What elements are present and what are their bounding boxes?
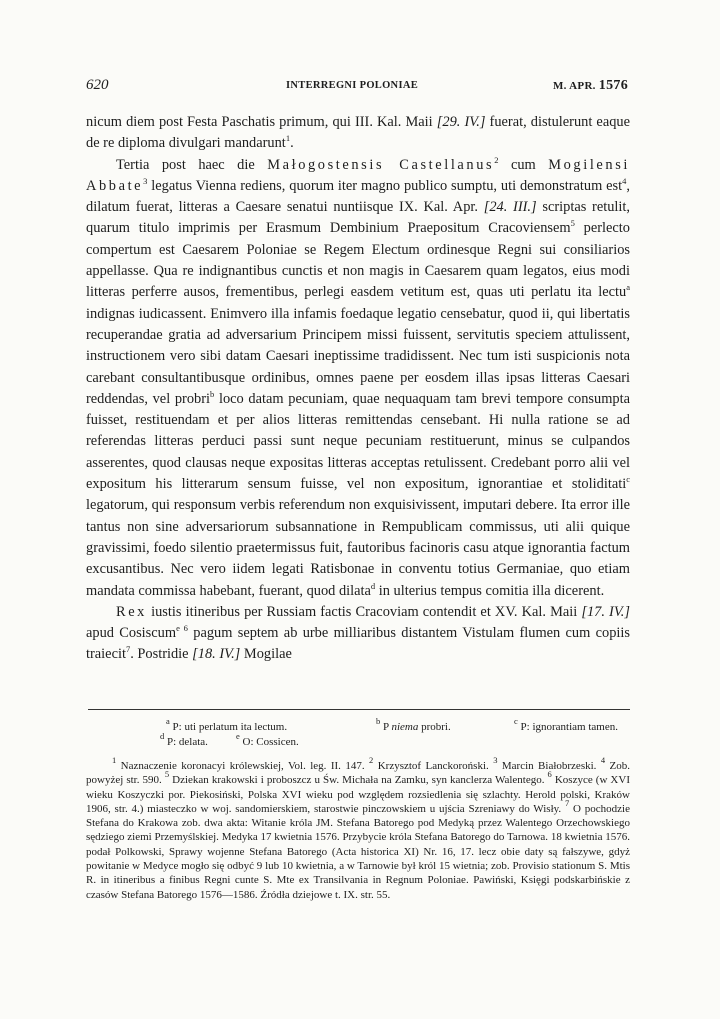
footnote-ref: e 6 [176, 623, 188, 634]
footnotes [86, 755, 630, 902]
variant-ref: c [626, 474, 630, 485]
variant-notes [86, 716, 630, 750]
variant-note-c: $^c$ P: ignorantiam tamen. [514, 716, 618, 733]
variant-ref: b [210, 388, 215, 399]
variant-notes-row-2 [86, 731, 630, 750]
header-month: M. APR. [553, 80, 596, 92]
variant-ref: a [626, 282, 630, 293]
date-annotation: [17. IV.] [581, 603, 630, 620]
paragraph-1: nicum diem post Festa Paschatis primum, qui III. Kal. Maii [29. IV.] fuerat, distulerunt eaque de re diploma divulgari mandarunt$^1$. [86, 114, 630, 152]
footnote-divider [88, 709, 630, 710]
footnote-ref: 7 [125, 644, 131, 655]
footnote-ref: 3 [143, 175, 148, 186]
running-title: INTERREGNI POLONIAE [286, 80, 419, 91]
paragraph-2: Tertia post haec die Małogostensis Castellanus$^2$ cum Mogilensi Abbate$^3$ legatus Vienna rediens, quorum iter magno publico sumptu, uti demonstratum est$^4$, dilatum fuerat, litteras a Caesare senatui nuntiisque IX. Kal. Apr. [24. III.] scriptas retulit, quarum titulo imprimis per Erasmum Dembinium Praepositum Cracoviensem$^5$ perlecto compertum est Caesarem Poloniae se Regem Electum ordinesque Regni sui consiliarios appellasse. Qua re indignantibus cunctis et non magis in Caesarem quam legatos, eius modi litteras perferre ausos, frementibus, perlegi easdem vetitum est, quas uti perlatu ita lectu$^a$ indignas iudicassent. Enimvero illa infamis foedaque legatio censebatur, quod ii, qui libertatis recuperandae gratia ad adversarium Principem missi fuissent, servitutis speciem attulissent, instructionem vero sibi datam Caesari ineptissime tradidissent. Nec tum isti suspicionis nota carebant consultantibusque ordinibus, omnes paene per eosdem illas ipsas litteras Caesari reddendas, vel probri$^b$ loco datam pecuniam, quae nequaquam tam brevi tempore consumpta fuisset, restituendam et per alios litteras remittendas censebant. Hi nulla ratione se ad referendas litteras perduci passi sunt neque pecuniam restituerunt, minus se culpandos asserentes, quod clausas neque expositas litteras acceptas retulissent. Credebant porro alii vel expositum his litterarum sensum fuisse, vel non expositum, ignorantiae et stoliditati$^c$ legatorum, qui responsum verbis referendum non exquisivissent, imputari debere. Ita error ille tantus non sine adversariorum subsannatione in Rempublicam commissus, uti alii quique gravissimi, foedo silentio praetermissus fuit, fautoribus facinoris casu atque ignorantia factum excusantibus. Nec vero iidem legati Ratisbonae in conventu totius Germaniae, quo etiam mandata commissa habebant, fuerant, quod dilata$^d$ in ulterius tempus comitia illa dicerent. [86, 154, 630, 599]
date-annotation: [29. IV.] [436, 114, 486, 130]
variant-note-a: $^a$ P: uti perlatum ita lectum. [166, 716, 288, 733]
header-date [553, 78, 628, 94]
date-annotation: [18. IV.] [192, 646, 241, 663]
footnote-ref: 4 [622, 175, 627, 186]
main-text [86, 112, 630, 666]
footnote-ref: 2 [494, 154, 499, 165]
page-number: 620 [86, 77, 109, 93]
variant-note-e: $^e$ O: Cossicen. [236, 731, 299, 748]
header-year: 1576 [598, 78, 628, 93]
variant-note-d: $^d$ P: delata. [160, 731, 208, 748]
spaced-name: Małogostensis Castellanus [267, 156, 495, 173]
variant-notes-row-1 [86, 716, 630, 735]
footnote-ref: 1 [285, 133, 291, 144]
spaced-name: Mogilensi Abbate [86, 156, 630, 194]
running-header [86, 77, 628, 97]
footnote-block: $^1$ Naznaczenie koronacyi królewskiej, Vol. leg. II. 147. $^2$ Krzysztof Lanckoroński. $^3$ Marcin Białobrzeski. $^4$ Zob. powyżej str. 590. $^5$ Dziekan krakowski i proboszcz u Św. Michała na Zamku, syn kanclerza Walentego. $^6$ Koszyce (w XVI wieku Koszyczki por. Piekosiński, Polska XVI wieku pod względem rozsiedlenia się szlachty. Herold polski, Kraków 1906, str. 4.) miasteczko w woj. sandomierskiem, starostwie pinczowskiem u ujścia Szreniawy do Wisły. $^7$ O pochodzie Stefana do Krakowa zob. dwa akta: Witanie króla JM. Stefana Batorego pod Medyką przez Walentego Orzechowskiego sędziego ziemi Przemyślskiej. Medyka 17 kwietnia 1576. Przybycie króla Stefana Batorego do Tarnowa. 18 kwietnia 1576. podał Polkowski, Sprawy wojenne Stefana Batorego (Acta historica XI) Nr. 16, 17. lecz obie daty są fałszywe, gdyż powitanie w Medyce mogło się odbyć 9 lub 10 kwietnia, a w Tarnowie był król 15 wietnia; zob. Provisio stationum S. Mtis R. in itineribus a finibus Regni cunte S. Mte ex Transilvania in Regnum Poloniae. Pawiński, Księgi podskarbińskie z czasów Stefana Batorego 1576—1586. Źródła dziejowe t. IX. str. 55. [86, 755, 630, 901]
variant-note-b: $^b$ P niema probri. [376, 716, 451, 733]
date-annotation: [24. III.] [483, 199, 537, 216]
paragraph-3: Rex iustis itineribus per Russiam factis Cracoviam contendit et XV. Kal. Maii [17. IV.] apud Cosiscum$^{e 6}$ pagum septem ab urbe milliaribus distantem Vistulam flumen cum copiis traiecit$^7$. Postridie [18. IV.] Mogilae [86, 603, 631, 663]
variant-ref: d [370, 580, 376, 591]
spaced-name: Rex [116, 603, 147, 620]
footnote-ref: 5 [570, 218, 575, 229]
